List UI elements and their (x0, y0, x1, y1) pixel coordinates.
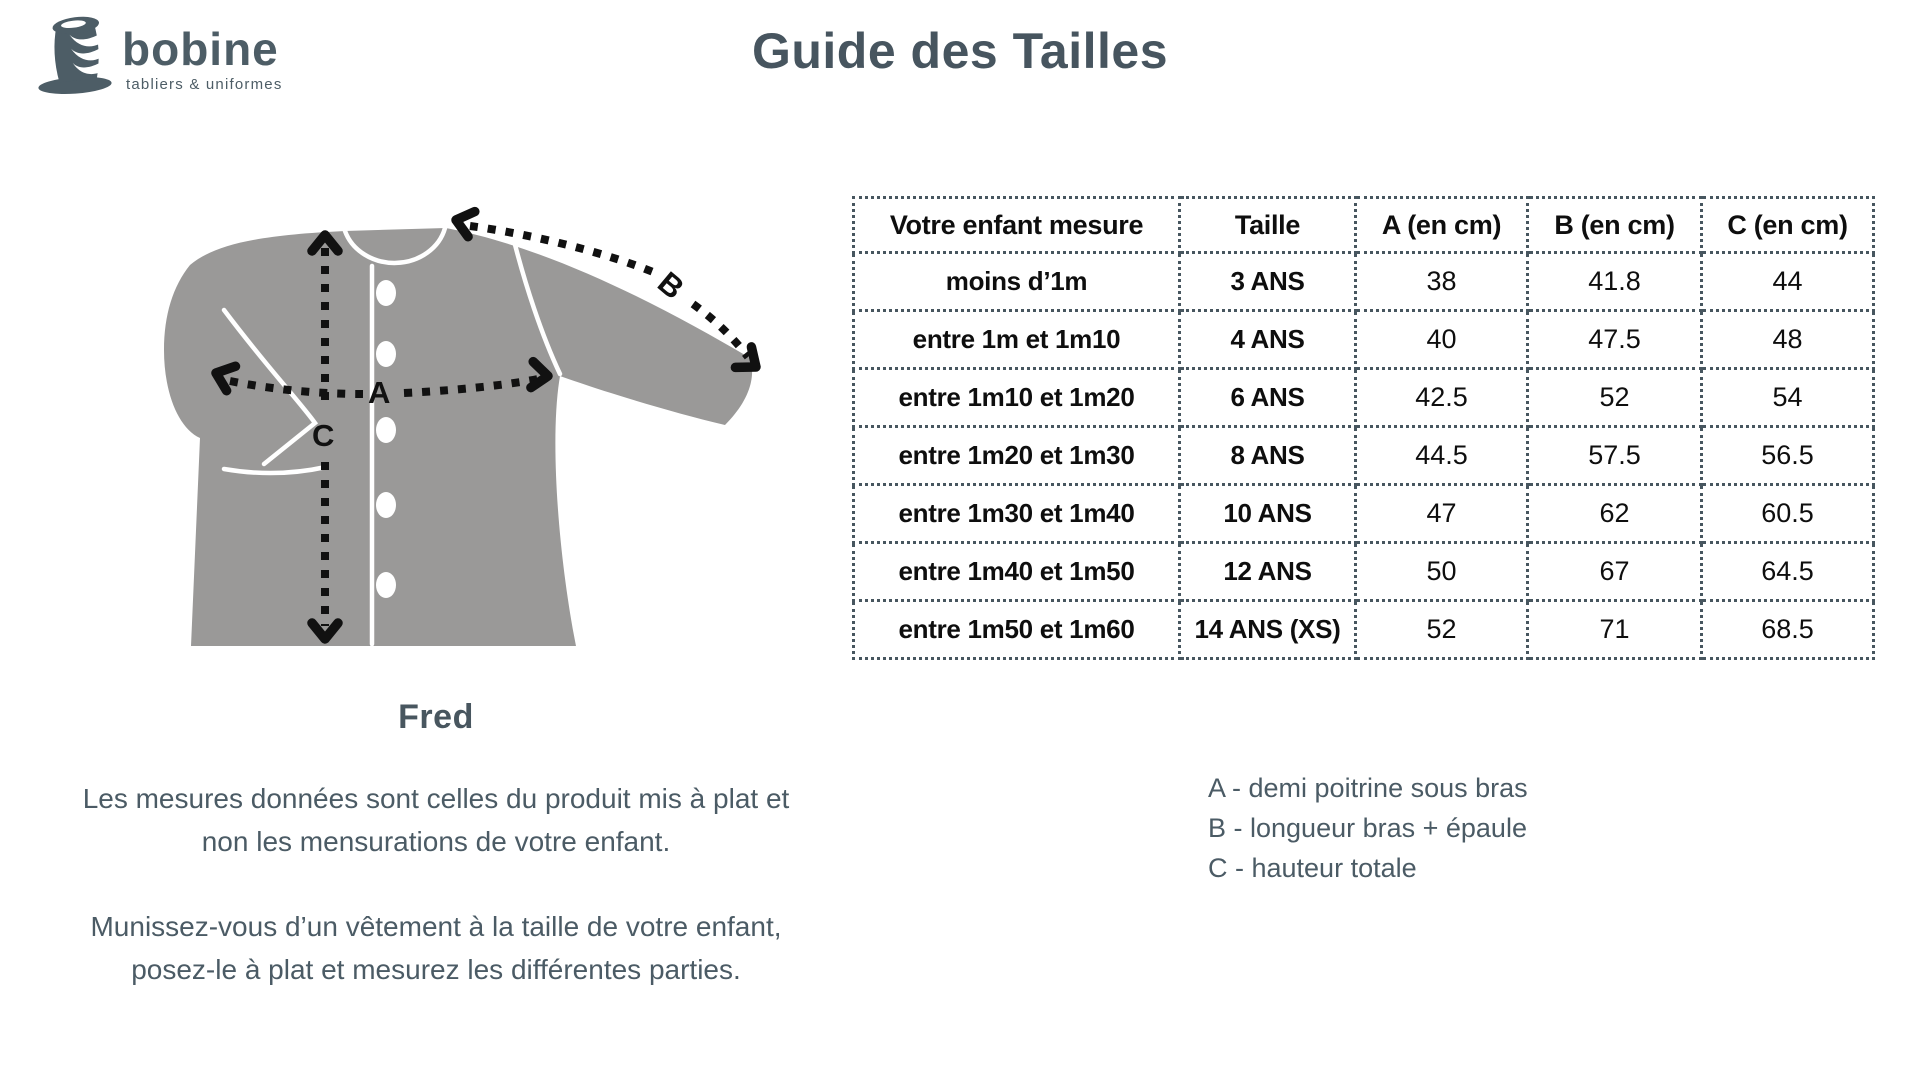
table-cell: 3 ANS (1180, 253, 1356, 311)
table-cell: 14 ANS (XS) (1180, 601, 1356, 659)
table-cell: 54 (1702, 369, 1874, 427)
list-item: B - longueur bras + épaule (1208, 813, 1527, 843)
table-row (854, 485, 1874, 543)
table-row (854, 601, 1874, 659)
table-cell: 52 (1356, 601, 1528, 659)
measure-label-b: B (651, 264, 691, 307)
button (376, 492, 396, 518)
button (376, 572, 396, 598)
table-cell: 38 (1356, 253, 1528, 311)
table-cell: entre 1m20 et 1m30 (854, 427, 1180, 485)
table-cell: 62 (1528, 485, 1702, 543)
table-cell: moins d’1m (854, 253, 1180, 311)
garment-diagram (60, 140, 780, 680)
table-cell: 64.5 (1702, 543, 1874, 601)
table-row (854, 253, 1874, 311)
header-cell: A (en cm) (1356, 198, 1528, 253)
note-flat-measures (30, 777, 842, 863)
table-cell: 60.5 (1702, 485, 1874, 543)
list-item: Munissez-vous d’un vêtement à la taille de votre enfant, (90, 911, 782, 942)
table-row (854, 369, 1874, 427)
list-item: non les mensurations de votre enfant. (201, 826, 671, 857)
table-cell: 47 (1356, 485, 1528, 543)
brand-tagline: tabliers & uniformes (126, 76, 283, 93)
brand-name: bobine (122, 23, 279, 75)
table-cell: 50 (1356, 543, 1528, 601)
button (376, 417, 396, 443)
table-cell: 8 ANS (1180, 427, 1356, 485)
table-cell: entre 1m40 et 1m50 (854, 543, 1180, 601)
header-cell: C (en cm) (1702, 198, 1874, 253)
table-cell: 56.5 (1702, 427, 1874, 485)
table-cell: 47.5 (1528, 311, 1702, 369)
page-title: Guide des Tailles (751, 23, 1169, 79)
table-header-row (854, 198, 1874, 253)
table-cell: 52 (1528, 369, 1702, 427)
size-table (852, 196, 1875, 660)
list-item: Les mesures données sont celles du produit mis à plat et (82, 783, 790, 814)
table-cell: 10 ANS (1180, 485, 1356, 543)
list-item: A - demi poitrine sous bras (1208, 773, 1528, 803)
table-cell: 68.5 (1702, 601, 1874, 659)
table-cell: 44.5 (1356, 427, 1528, 485)
table-cell: 57.5 (1528, 427, 1702, 485)
table-cell: 42.5 (1356, 369, 1528, 427)
table-cell: entre 1m50 et 1m60 (854, 601, 1180, 659)
table-row (854, 427, 1874, 485)
button (376, 280, 396, 306)
table-cell: entre 1m10 et 1m20 (854, 369, 1180, 427)
list-item: posez-le à plat et mesurez les différentes parties. (131, 954, 741, 985)
table-row (854, 543, 1874, 601)
table-cell: entre 1m30 et 1m40 (854, 485, 1180, 543)
measure-label-c: C (312, 418, 335, 453)
table-cell: 40 (1356, 311, 1528, 369)
table-cell: 48 (1702, 311, 1874, 369)
note-how-to-measure (30, 905, 842, 991)
size-table-body (854, 253, 1874, 659)
table-cell: 67 (1528, 543, 1702, 601)
header-cell: Taille (1180, 198, 1356, 253)
product-name: Fred (398, 698, 474, 736)
measure-label-a: A (368, 375, 391, 410)
product-block (30, 698, 842, 991)
table-cell: 44 (1702, 253, 1874, 311)
table-row (854, 311, 1874, 369)
size-table-head (854, 198, 1874, 253)
button (376, 341, 396, 367)
table-cell: entre 1m et 1m10 (854, 311, 1180, 369)
table-cell: 12 ANS (1180, 543, 1356, 601)
header-cell: Votre enfant mesure (854, 198, 1180, 253)
table-cell: 71 (1528, 601, 1702, 659)
table-cell: 41.8 (1528, 253, 1702, 311)
measure-legend (1208, 768, 1528, 888)
table-cell: 6 ANS (1180, 369, 1356, 427)
table-cell: 4 ANS (1180, 311, 1356, 369)
list-item: C - hauteur totale (1208, 853, 1417, 883)
header-cell: B (en cm) (1528, 198, 1702, 253)
